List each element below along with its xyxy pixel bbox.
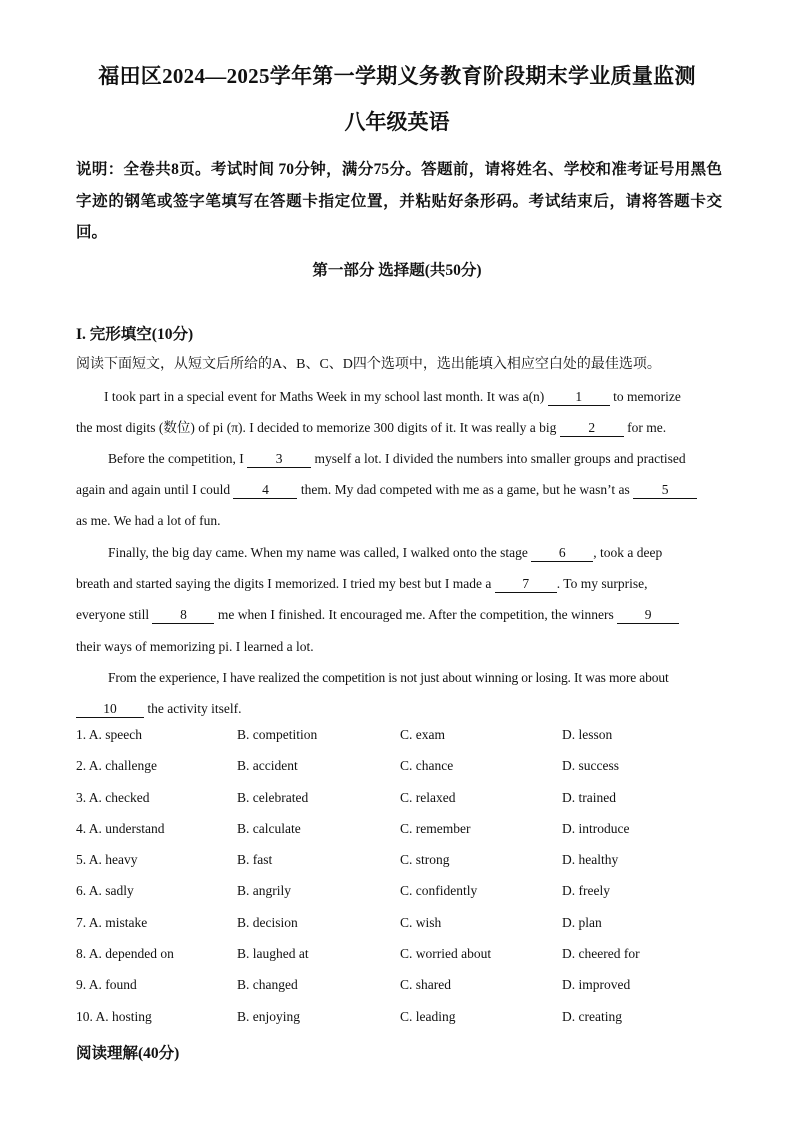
section-reading-heading: 阅读理解(40分) xyxy=(76,1045,180,1062)
exam-subtitle: 八年级英语 xyxy=(344,110,450,134)
option-row xyxy=(76,1009,726,1040)
part-one-heading: 第一部分 选择题(共50分) xyxy=(312,262,482,279)
blank-10: 10 xyxy=(76,701,144,718)
option-row xyxy=(76,852,726,883)
blank-4: 4 xyxy=(233,482,297,499)
option-b: B. laughed at xyxy=(237,946,309,962)
option-a: 6. A. sadly xyxy=(76,883,134,899)
passage-line xyxy=(76,568,716,599)
option-b: B. fast xyxy=(237,852,273,868)
passage-line: as me. We had a lot of fun. xyxy=(76,513,221,529)
passage-text: . To my surprise, xyxy=(556,576,648,592)
option-a: 9. A. found xyxy=(76,977,137,993)
option-row xyxy=(76,821,726,852)
option-c: C. wish xyxy=(400,914,442,930)
passage-line xyxy=(76,537,716,568)
option-a: 1. A. speech xyxy=(76,727,142,742)
passage-paragraph-4 xyxy=(76,662,716,724)
passage-text: to memorize xyxy=(613,389,681,404)
option-b: B. competition xyxy=(237,727,318,742)
passage-paragraph-3 xyxy=(76,537,716,662)
option-d: D. success xyxy=(562,758,619,774)
option-c: C. exam xyxy=(400,727,445,742)
blank-3: 3 xyxy=(247,451,311,468)
option-b: B. changed xyxy=(237,977,298,993)
option-a: 3. A. checked xyxy=(76,789,150,805)
section-cloze-heading: I. 完形填空(10分) xyxy=(76,326,194,343)
option-c: C. worried about xyxy=(400,946,492,962)
passage-text: for me. xyxy=(627,420,667,436)
option-a: 10. A. hosting xyxy=(76,1008,152,1024)
option-row xyxy=(76,758,726,789)
option-b: B. angrily xyxy=(237,883,291,899)
option-c: C. leading xyxy=(400,1008,456,1024)
exam-title: 福田区2024—2025学年第一学期义务教育阶段期末学业质量监测 xyxy=(98,64,696,88)
option-a: 2. A. challenge xyxy=(76,758,157,774)
option-d: D. healthy xyxy=(562,852,619,868)
option-c: C. strong xyxy=(400,852,450,868)
passage-text: breath and started saying the digits I memorized. I tried my best but I made a xyxy=(76,576,492,592)
option-row xyxy=(76,727,726,758)
blank-7: 7 xyxy=(495,576,557,593)
option-d: D. cheered for xyxy=(562,946,640,962)
option-d: D. introduce xyxy=(562,820,630,836)
passage-paragraph-2 xyxy=(76,443,716,537)
option-a: 7. A. mistake xyxy=(76,914,148,930)
option-b: B. calculate xyxy=(237,820,301,836)
passage-line: their ways of memorizing pi. I learned a lot. xyxy=(76,638,314,654)
passage-text: I took part in a special event for Maths Week in my school last month. It was a(n) xyxy=(104,389,545,404)
passage-line xyxy=(76,412,716,443)
option-d: D. freely xyxy=(562,883,610,899)
passage-text: Before the competition, I xyxy=(108,451,244,466)
options-list xyxy=(76,727,726,1040)
option-b: B. enjoying xyxy=(237,1008,300,1024)
section-cloze-instruction: 阅读下面短文，从短文后所给的A、B、C、D四个选项中，选出能填入相应空白处的最佳选项。 xyxy=(76,357,661,372)
blank-9: 9 xyxy=(617,607,679,624)
passage-text: everyone still xyxy=(76,607,150,623)
option-row xyxy=(76,977,726,1008)
passage-text: , took a deep xyxy=(593,545,663,560)
blank-5: 5 xyxy=(633,482,697,499)
option-c: C. remember xyxy=(400,820,471,836)
blank-2: 2 xyxy=(560,420,624,437)
passage-line xyxy=(76,443,716,474)
option-row xyxy=(76,946,726,977)
option-a: 4. A. understand xyxy=(76,820,165,836)
option-d: D. plan xyxy=(562,914,602,930)
blank-6: 6 xyxy=(531,545,593,562)
option-d: D. creating xyxy=(562,1008,622,1024)
option-b: B. celebrated xyxy=(237,789,309,805)
option-c: C. shared xyxy=(400,977,451,993)
option-d: D. improved xyxy=(562,977,631,993)
passage-line xyxy=(76,599,716,630)
passage-line xyxy=(76,693,716,724)
blank-8: 8 xyxy=(152,607,214,624)
passage-text: the activity itself. xyxy=(147,701,242,717)
option-row xyxy=(76,915,726,946)
option-row xyxy=(76,790,726,821)
option-a: 5. A. heavy xyxy=(76,852,138,868)
option-b: B. decision xyxy=(237,914,298,930)
passage-text: again and again until I could xyxy=(76,482,231,498)
passage-text: Finally, the big day came. When my name was called, I walked onto the stage xyxy=(108,545,528,560)
exam-notice: 说明：全卷共8页。考试时间 70分钟，满分75分。答题前，请将姓名、学校和准考证号用黑色字迹的钢笔或签字笔填写在答题卡指定位置，并粘贴好条形码。考试结束后，请将答题卡交回。 xyxy=(76,161,722,241)
option-d: D. lesson xyxy=(562,727,613,742)
passage-line xyxy=(76,474,716,505)
option-a: 8. A. depended on xyxy=(76,946,174,962)
passage-text: myself a lot. I divided the numbers into smaller groups and practised xyxy=(314,451,686,466)
passage-text: them. My dad competed with me as a game, but he wasn’t as xyxy=(300,482,630,498)
option-c: C. confidently xyxy=(400,883,478,899)
option-row xyxy=(76,883,726,914)
option-b: B. accident xyxy=(237,758,298,774)
passage-line xyxy=(76,381,716,412)
passage-paragraph-1 xyxy=(76,381,716,443)
passage-text: the most digits (数位) of pi (π). I decided to memorize 300 digits of it. It was really a big xyxy=(76,420,557,436)
blank-1: 1 xyxy=(548,389,610,406)
option-c: C. relaxed xyxy=(400,789,456,805)
option-c: C. chance xyxy=(400,758,454,774)
passage-text: me when I finished. It encouraged me. After the competition, the winners xyxy=(217,607,614,623)
passage-line: From the experience, I have realized the competition is not just about winning or losing. It was more about xyxy=(108,670,669,685)
option-d: D. trained xyxy=(562,789,616,805)
